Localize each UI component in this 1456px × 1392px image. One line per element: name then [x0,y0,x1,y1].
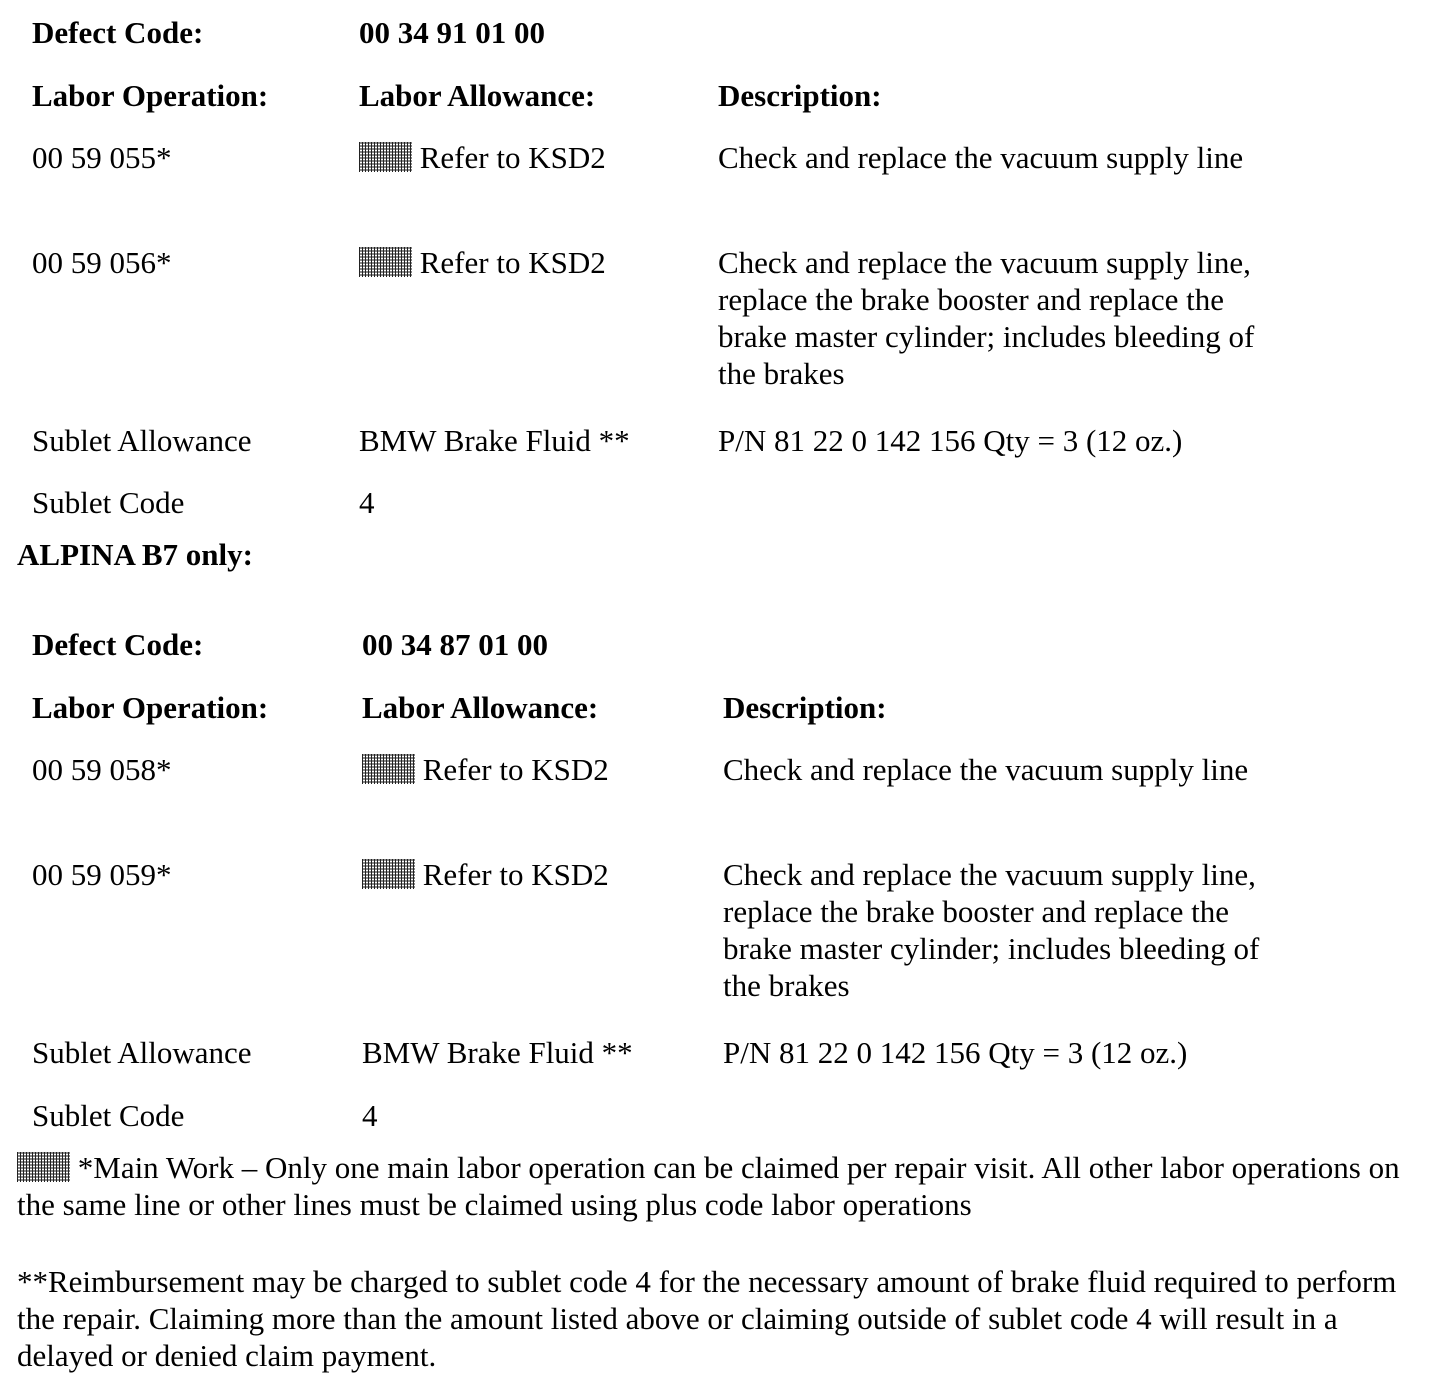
header-labor-operation: Labor Operation: [32,690,269,725]
labor-allowance [359,244,606,281]
labor-allowance [362,856,609,893]
labor-allowance-text: Refer to KSD2 [422,857,609,892]
header-labor-operation: Labor Operation: [32,78,269,113]
alpina-heading: ALPINA B7 only: [17,537,253,572]
labor-operation-code: 00 59 056* [32,245,172,280]
header-labor-allowance: Labor Allowance: [359,78,596,113]
labor-operation-code: 00 59 058* [32,752,172,787]
defect-code-value: 00 34 91 01 00 [359,15,545,50]
header-labor-allowance: Labor Allowance: [362,690,599,725]
main-work-icon [359,247,412,277]
labor-description: Check and replace the vacuum supply line [718,140,1244,175]
main-work-icon [362,754,415,784]
main-work-icon [17,1152,70,1182]
labor-operation-code: 00 59 059* [32,857,172,892]
sublet-code-label: Sublet Code [32,1098,185,1133]
sublet-allowance-label: Sublet Allowance [32,1035,252,1070]
main-work-icon [362,859,415,889]
labor-description: Check and replace the vacuum supply line, replace the brake booster and replace the brake master cylinder; includes bleeding of the brakes [718,245,1255,391]
sublet-code-value: 4 [362,1098,378,1133]
header-description: Description: [718,78,882,113]
defect-code-value: 00 34 87 01 00 [362,627,548,662]
labor-allowance [359,139,606,176]
footnote-main-work-text: *Main Work – Only one main labor operation can be claimed per repair visit. All other labor operations on the same line or other lines must be claimed using plus code labor operations [17,1150,1400,1222]
footnote-reimbursement: **Reimbursement may be charged to sublet code 4 for the necessary amount of brake fluid required to perform the repair. Claiming more than the amount listed above or claiming outside of sublet code 4 will result in a delayed or denied claim payment. [17,1264,1397,1373]
sublet-allowance-part: P/N 81 22 0 142 156 Qty = 3 (12 oz.) [723,1035,1188,1070]
sublet-allowance-label: Sublet Allowance [32,423,252,458]
labor-description: Check and replace the vacuum supply line, replace the brake booster and replace the brake master cylinder; includes bleeding of the brakes [723,857,1260,1003]
sublet-code-value: 4 [359,485,375,520]
labor-description: Check and replace the vacuum supply line [723,752,1249,787]
main-work-icon [359,142,412,172]
footnote-main-work [17,1149,1437,1223]
defect-code-label: Defect Code: [32,15,204,50]
labor-allowance-text: Refer to KSD2 [419,140,606,175]
header-description: Description: [723,690,887,725]
sublet-allowance-part: P/N 81 22 0 142 156 Qty = 3 (12 oz.) [718,423,1183,458]
sublet-allowance-item: BMW Brake Fluid ** [362,1035,633,1070]
labor-operation-code: 00 59 055* [32,140,172,175]
labor-allowance [362,751,609,788]
defect-code-label: Defect Code: [32,627,204,662]
labor-allowance-text: Refer to KSD2 [422,752,609,787]
sublet-code-label: Sublet Code [32,485,185,520]
sublet-allowance-item: BMW Brake Fluid ** [359,423,630,458]
labor-allowance-text: Refer to KSD2 [419,245,606,280]
